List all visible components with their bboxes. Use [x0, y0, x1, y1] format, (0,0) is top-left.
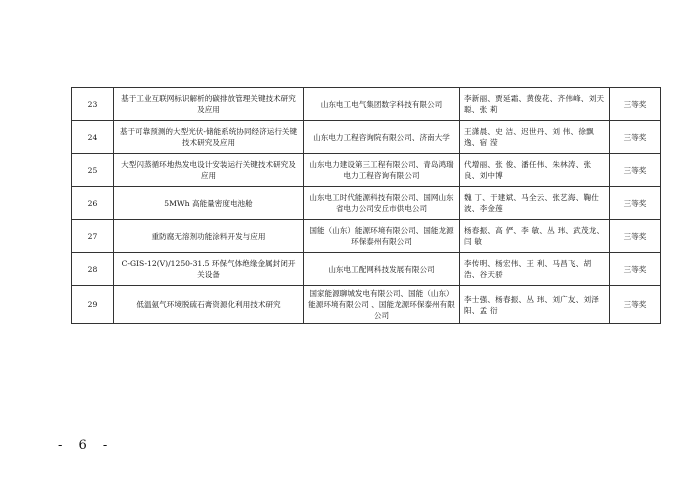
table-row	[72, 154, 661, 187]
organization: 山东电力工程咨询院有限公司、济南大学	[304, 121, 460, 154]
project-title: 低温氨气环境脱硫石膏资源化利用技术研究	[114, 286, 304, 324]
award-table	[71, 87, 661, 324]
row-number: 25	[72, 154, 114, 187]
participants: 王潇晨、史 洁、迟世丹、刘 伟、徐飘逸、宿 滢	[460, 121, 610, 154]
organization: 山东电工时代能源科技有限公司、国网山东省电力公司安丘市供电公司	[304, 187, 460, 220]
organization: 山东电力建设第三工程有限公司、青岛鸿瑞电力工程咨询有限公司	[304, 154, 460, 187]
award-level: 三等奖	[610, 121, 661, 154]
project-title: C-GIS-12(V)/1250-31.5 环保气体绝缘金属封闭开关设备	[114, 253, 304, 286]
organization: 山东电工电气集团数字科技有限公司	[304, 88, 460, 121]
row-number: 23	[72, 88, 114, 121]
participants: 李士强、杨春振、丛 玮、刘广友、刘泽阳、孟 衍	[460, 286, 610, 324]
table-row	[72, 286, 661, 324]
award-level: 三等奖	[610, 187, 661, 220]
participants: 杨春振、高 俨、李 敏、丛 玮、武茂龙、闫 敏	[460, 220, 610, 253]
project-title: 大型闪蒸循环地热发电设计安装运行关键技术研究及应用	[114, 154, 304, 187]
row-number: 24	[72, 121, 114, 154]
participants: 代增丽、张 俊、潘任伟、朱林涛、张 良、刘中博	[460, 154, 610, 187]
organization: 国家能源聊城发电有限公司、国能（山东）能源环境有限公司 、国能龙源环保泰州有限公司	[304, 286, 460, 324]
organization: 山东电工配网科技发展有限公司	[304, 253, 460, 286]
organization: 国能（山东）能源环境有限公司、国能龙源环保泰州有限公司	[304, 220, 460, 253]
project-title: 5MWh 高能量密度电池舱	[114, 187, 304, 220]
project-title: 重防腐无溶剂功能涂料开发与应用	[114, 220, 304, 253]
award-level: 三等奖	[610, 220, 661, 253]
project-title: 基于工业互联网标识解析的碳排放管理关键技术研究及应用	[114, 88, 304, 121]
table-row	[72, 220, 661, 253]
page-number: - 6 -	[58, 438, 114, 453]
award-level: 三等奖	[610, 154, 661, 187]
award-level: 三等奖	[610, 253, 661, 286]
award-level: 三等奖	[610, 286, 661, 324]
table-row	[72, 253, 661, 286]
row-number: 26	[72, 187, 114, 220]
participants: 李传明、杨宏伟、王 利、马昌飞、胡 浩、谷天骄	[460, 253, 610, 286]
row-number: 27	[72, 220, 114, 253]
table-row	[72, 88, 661, 121]
participants: 魏 丁、于建斌、马全云、张艺海、鞠仕波、李金莲	[460, 187, 610, 220]
row-number: 29	[72, 286, 114, 324]
table-row	[72, 187, 661, 220]
row-number: 28	[72, 253, 114, 286]
project-title: 基于可靠预测的大型光伏-储能系统协同经济运行关键技术研究及应用	[114, 121, 304, 154]
table-row	[72, 121, 661, 154]
award-level: 三等奖	[610, 88, 661, 121]
participants: 李新丽、贾延霜、黄俊花、齐伟峰、刘天聪、张 莉	[460, 88, 610, 121]
